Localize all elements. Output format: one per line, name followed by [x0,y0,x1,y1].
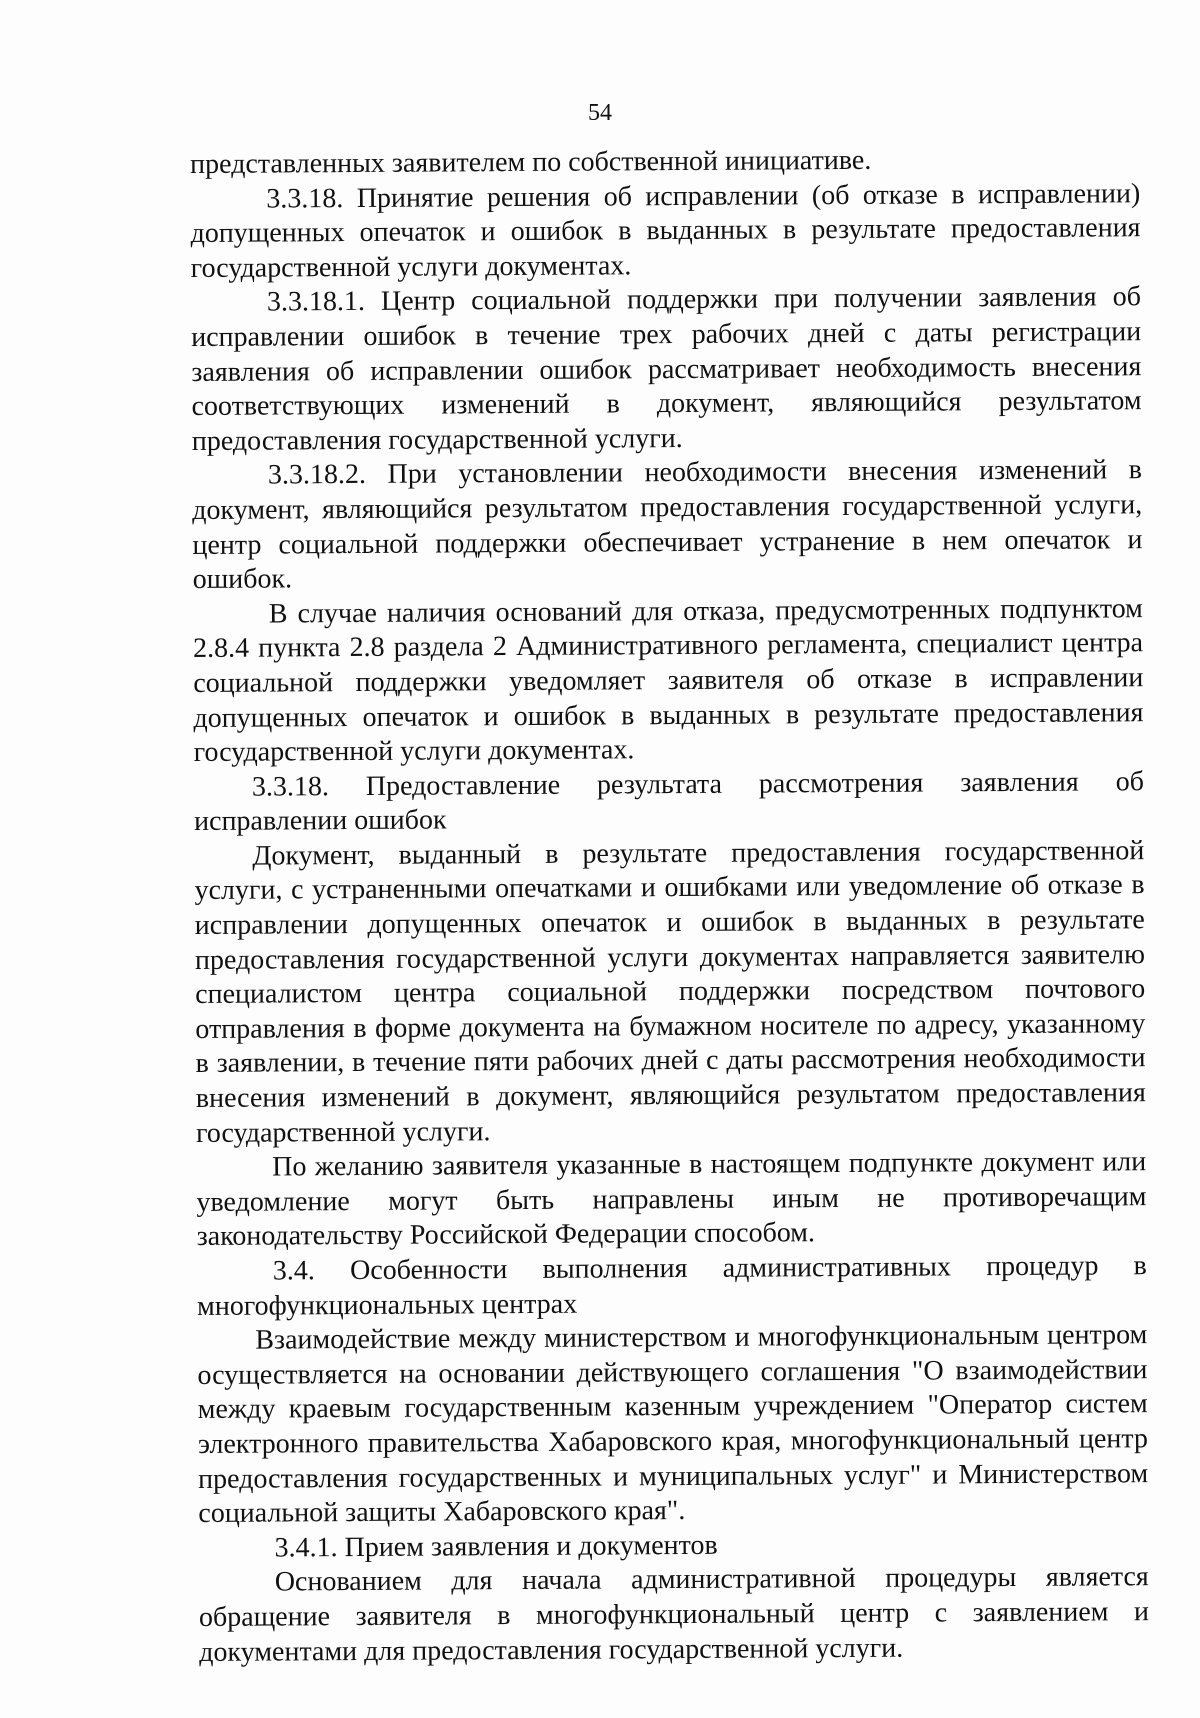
section-heading-3-4-1: 3.4.1. Прием заявления и документов [274,1529,718,1564]
paragraph-3-3-18-1: 3.3.18.1. Центр социальной поддержки при получении заявления об исправлении ошибок в течение трех рабочих дней с даты регистрации заявления об исправлении ошибок рассматривает необходимость внесения соответствующих изменений в документ, являющийся результатом предоставления государственной услуги. [191,281,1142,457]
page-number: 54 [588,100,612,126]
section-heading-3-4: 3.4. Особенности выполнения административных процедур в многофункциональных центрах [196,1250,1147,1322]
paragraph-applicant-wish: По желанию заявителя указанные в настоящем подпункте документ или уведомление могут быть направлены иным не противоречащим законодательству Российской Федерации способом. [196,1146,1147,1253]
paragraph-document-issued: Документ, выданный в результате предоставления государственной услуги, с устраненными опечатками и ошибками или уведомление об отказе в исправлении допущенных опечаток и ошибок в выданных в результате предоставления государственной услуги документах направляется заявителю специалистом центра социальной поддержки посредством почтового отправления в форме документа на бумажном носителе по адресу, указанному в заявлении, в течение пяти рабочих дней с даты рассмотрения необходимости внесения изменений в документ, являющийся результатом предоставления государственной услуги. [194,835,1146,1149]
paragraph-3-3-18: 3.3.18. Принятие решения об исправлении (об отказе в исправлении) допущенных опечаток и ошибок в выданных в результате предоставления государственной услуги документах. [190,177,1141,284]
document-body [190,142,1149,1670]
paragraph-continuation: представленных заявителем по собственной инициативе. [190,144,872,180]
paragraph-refusal-case: В случае наличия оснований для отказа, предусмотренных подпунктом 2.8.4 пункта 2.8 раздела 2 Административного регламента, специалист центра социальной поддержки уведомляет заявителя об отказе в исправлении допущенных опечаток и ошибок в выданных в результате предоставления государственной услуги документах. [192,592,1144,769]
paragraph-3-3-18-result: 3.3.18. Предоставление результата рассмотрения заявления об исправлении ошибок [194,765,1144,838]
paragraph-interaction: Взаимодействие между министерством и многофункциональным центром осуществляется на основании действующего соглашения "О взаимодействии между краевым государственным казенным учреждением "Оператор систем электронного правительства Хабаровского края, многофункциональный центр предоставления государственных и муниципальных услуг" и Министерством социальной защиты Хабаровского края". [197,1319,1149,1530]
paragraph-grounds: Основанием для начала административной процедуры является обращение заявителя в многофункциональный центр с заявлением и документами для предоставления государственной услуги. [198,1561,1150,1668]
paragraph-3-3-18-2: 3.3.18.2. При установлении необходимости внесения изменений в документ, являющийся результатом предоставления государственной услуги, центр социальной поддержки обеспечивает устранение в нем опечаток и ошибок. [192,454,1143,596]
